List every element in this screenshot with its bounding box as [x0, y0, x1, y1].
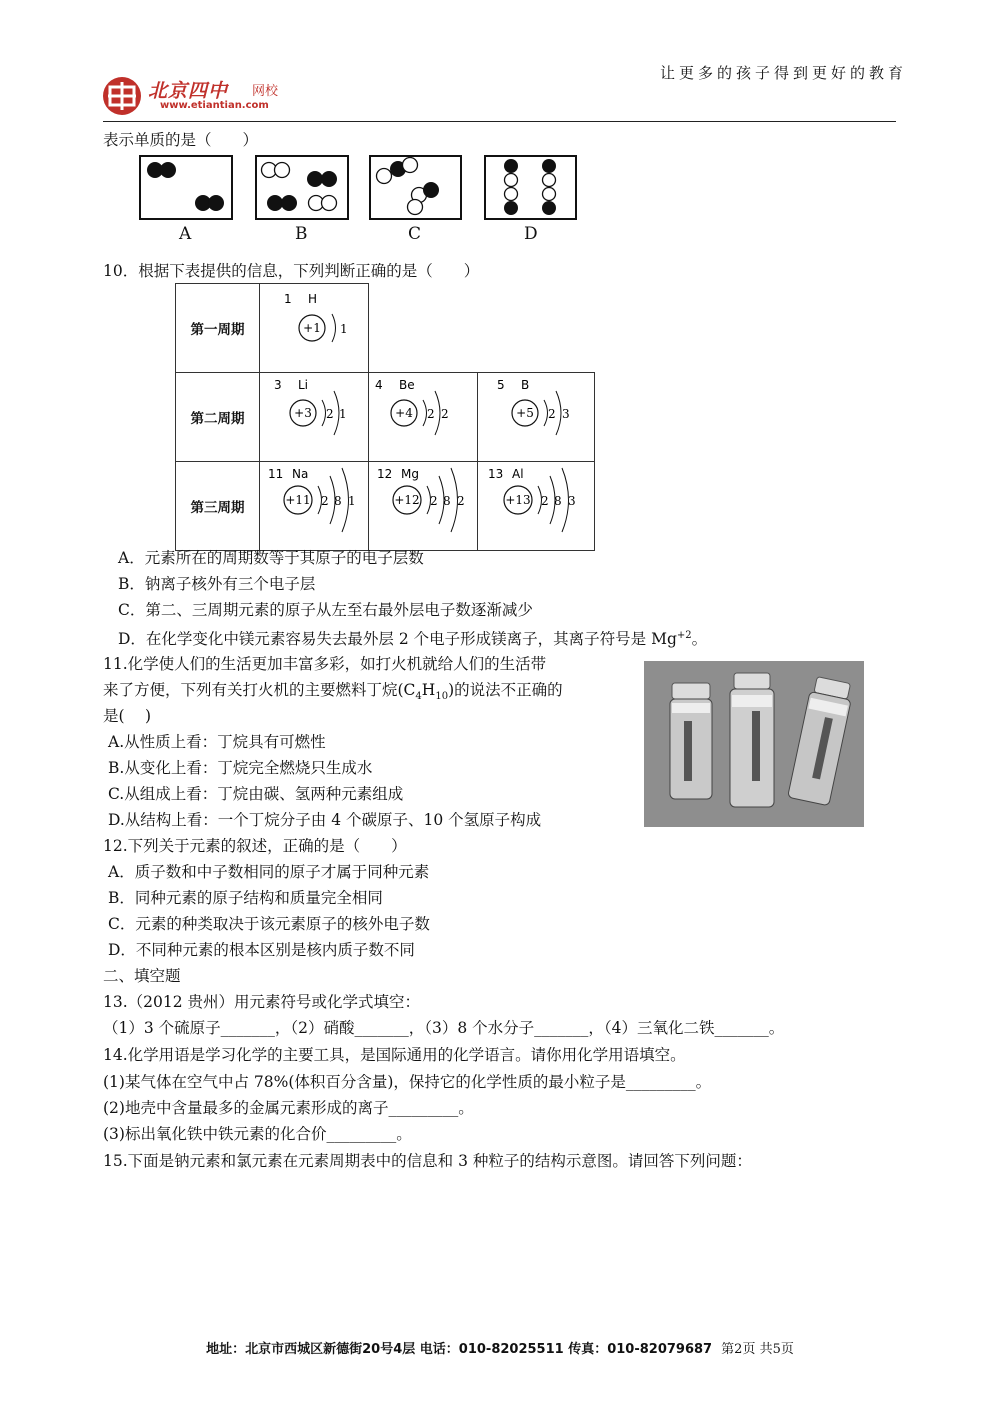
lighter-left-icon [670, 683, 712, 799]
logo-brand: 北京四中 [148, 80, 229, 102]
svg-text:1: 1 [340, 322, 348, 336]
q11-stem-line2: 来了方便，下列有关打火机的主要燃料丁烷$(C_4H_{10})$的说法不正确的 [103, 681, 563, 703]
q9-stem-tail: 表示单质的是（ ） [103, 131, 259, 149]
svg-text:+5: +5 [516, 406, 534, 420]
school-logo-icon [100, 74, 148, 118]
page-footer [0, 1338, 1000, 1357]
molecule-a-icon [141, 157, 231, 218]
svg-text:4: 4 [375, 378, 383, 392]
svg-text:Na: Na [292, 467, 309, 481]
atom-structure-b [478, 373, 594, 457]
q14-item-3: (3)标出氧化铁中铁元素的化合价_________。 [103, 1125, 412, 1143]
svg-text:12: 12 [377, 467, 393, 481]
q9-option-c-diagram [369, 155, 462, 220]
q11-option-c: C.从组成上看：丁烷由碳、氢两种元素组成 [108, 785, 404, 803]
svg-text:+3: +3 [294, 406, 312, 420]
element-cell-li [260, 373, 369, 462]
q13-line: （1）3 个硫原子_______，（2）硝酸_______，（3）8 个水分子_______，（4）三氧化二铁_______。 [103, 1019, 785, 1037]
logo-url: www.etiantian.com [160, 100, 269, 111]
q14-stem: 14.化学用语是学习化学的主要工具，是国际通用的化学语言。请你用化学用语填空。 [103, 1046, 686, 1064]
q9-label-c: C [408, 224, 422, 244]
svg-text:2: 2 [427, 407, 435, 421]
q10-option-c: C．第二、三周期元素的原子从左至右最外层电子数逐渐减少 [118, 601, 533, 619]
q10-option-a: A．元素所在的周期数等于其原子的电子层数 [118, 549, 424, 567]
atom-structure-mg [369, 462, 477, 546]
svg-text:3: 3 [274, 378, 282, 392]
q10-stem: 10．根据下表提供的信息，下列判断正确的是（ ） [103, 262, 480, 280]
q10-option-d-charge: +2 [676, 630, 692, 641]
svg-text:B: B [521, 378, 530, 392]
q12-option-a: A．质子数和中子数相同的原子才属于同种元素 [108, 863, 430, 881]
q9-label-d: D [524, 224, 538, 244]
svg-text:+4: +4 [395, 406, 413, 420]
q11-option-a: A.从性质上看：丁烷具有可燃性 [108, 733, 326, 751]
lighter-middle-icon [730, 673, 774, 807]
svg-text:8: 8 [443, 494, 451, 508]
svg-text:Mg: Mg [401, 467, 419, 481]
svg-text:+11: +11 [285, 493, 311, 507]
svg-text:Be: Be [399, 378, 415, 392]
element-cell-h [260, 284, 369, 373]
footer-page-number: 第2页 共5页 [721, 1342, 794, 1357]
q14-item-1: (1)某气体在空气中占 78%(体积百分含量)，保持它的化学性质的最小粒子是_________。 [103, 1073, 712, 1091]
svg-text:5: 5 [497, 378, 505, 392]
atom-structure-li [260, 373, 368, 457]
q12-option-d: D．不同种元素的根本区别是核内质子数不同 [108, 941, 415, 959]
svg-text:2: 2 [321, 494, 329, 508]
logo-net: 网校 [252, 84, 279, 99]
q9-option-b-diagram [255, 155, 349, 220]
period-3-label: 第三周期 [176, 462, 260, 551]
atom-structure-be [369, 373, 477, 457]
element-cell-b [478, 373, 595, 462]
q10-option-d [118, 627, 707, 648]
q10-option-d-end: 。 [691, 630, 708, 649]
q9-option-a-diagram [139, 155, 233, 220]
atom-structure-h [260, 284, 368, 368]
q10-option-b: B．钠离子核外有三个电子层 [118, 575, 316, 593]
svg-text:3: 3 [568, 494, 576, 508]
q9-option-d-diagram [484, 155, 577, 220]
element-cell-mg [369, 462, 478, 551]
q11-stem-line1: 11.化学使人们的生活更加丰富多彩，如打火机就给人们的生活带 [103, 655, 547, 673]
q13-stem: 13.（2012 贵州）用元素符号或化学式填空： [103, 993, 421, 1011]
atom-structure-na [260, 462, 368, 546]
svg-text:+12: +12 [394, 493, 420, 507]
q9-label-a: A [179, 224, 192, 244]
footer-address: 地址：北京市西城区新德街20号4层 电话：010-82025511 传真：010-82079687 [206, 1342, 713, 1357]
molecule-b-icon [257, 157, 347, 218]
svg-text:1: 1 [339, 407, 347, 421]
molecule-c-icon [371, 157, 460, 218]
svg-text:2: 2 [430, 494, 438, 508]
svg-text:8: 8 [554, 494, 562, 508]
element-cell-be [369, 373, 478, 462]
svg-text:H: H [308, 292, 318, 306]
svg-text:Li: Li [298, 378, 309, 392]
svg-text:1: 1 [348, 494, 356, 508]
q11-option-d: D.从结构上看：一个丁烷分子由 4 个碳原子、10 个氢原子构成 [108, 811, 542, 829]
svg-text:8: 8 [334, 494, 342, 508]
svg-text:2: 2 [548, 407, 556, 421]
q12-stem: 12.下列关于元素的叙述，正确的是（ ） [103, 837, 407, 855]
q14-item-2: (2)地壳中含量最多的金属元素形成的离子_________。 [103, 1099, 474, 1117]
element-cell-na [260, 462, 369, 551]
q12-option-b: B．同种元素的原子结构和质量完全相同 [108, 889, 383, 907]
atom-structure-al [478, 462, 594, 546]
header-slogan: 让更多的孩子得到更好的教育 [660, 64, 908, 82]
q10-option-d-text: D．在化学变化中镁元素容易失去最外层 2 个电子形成镁离子，其离子符号是 Mg [118, 630, 677, 649]
period-2-label: 第二周期 [176, 373, 260, 462]
svg-text:2: 2 [541, 494, 549, 508]
svg-text:13: 13 [488, 467, 504, 481]
element-cell-al [478, 462, 595, 551]
period-1-label: 第一周期 [176, 284, 260, 373]
svg-text:Al: Al [512, 467, 524, 481]
section-fill-in-title: 二、填空题 [103, 967, 181, 985]
svg-text:2: 2 [441, 407, 449, 421]
svg-text:3: 3 [562, 407, 570, 421]
q11-option-b: B.从变化上看：丁烷完全燃烧只生成水 [108, 759, 373, 777]
q15-stem: 15.下面是钠元素和氯元素在元素周期表中的信息和 3 种粒子的结构示意图。请回答下列问题： [103, 1152, 752, 1170]
lighters-photo [644, 661, 864, 827]
molecule-d-icon [486, 157, 575, 218]
svg-text:+1: +1 [303, 321, 321, 335]
header-divider [103, 121, 896, 122]
svg-text:1: 1 [284, 292, 292, 306]
svg-text:11: 11 [268, 467, 284, 481]
svg-text:+13: +13 [505, 493, 531, 507]
q11-stem-line3: 是( ) [103, 707, 152, 725]
svg-text:2: 2 [457, 494, 465, 508]
q9-label-b: B [295, 224, 308, 244]
q12-option-c: C．元素的种类取决于该元素原子的核外电子数 [108, 915, 430, 933]
periodic-table-excerpt [175, 283, 595, 551]
svg-text:2: 2 [326, 407, 334, 421]
